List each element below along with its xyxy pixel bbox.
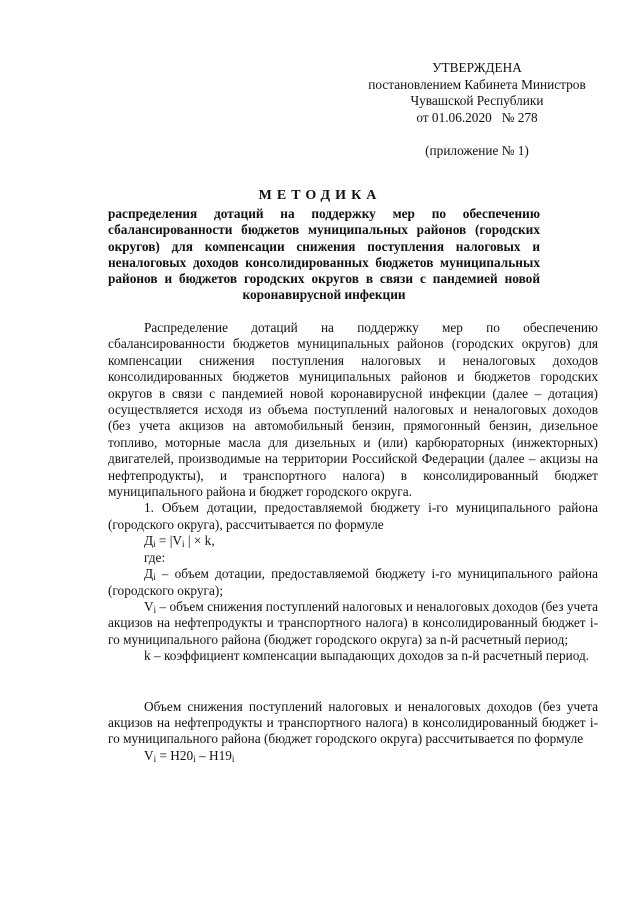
paragraph-item-1: 1. Объем дотации, предоставляемой бюджету i-го муниципального района (городского округа), рассчитывается по формуле: [108, 500, 598, 532]
where-label: где:: [144, 549, 166, 565]
annex-label: (приложение № 1): [425, 143, 529, 158]
document-title: МЕТОДИКА: [258, 188, 382, 203]
approval-date-number: от 01.06.2020 № 278: [416, 109, 538, 125]
definition-coefficient: k – коэффициент компенсации выпадающих доходов за n-й расчетный период.: [144, 648, 590, 664]
approval-block: [352, 60, 602, 160]
document-body: [108, 320, 598, 764]
paragraph-intro: Распределение дотаций на поддержку мер по обеспечению сбалансированности бюджетов муниципальных районов (городских округов) для компенсации снижения поступления налоговых и неналоговых доходов консолидированных бюджетов муниципальных районов и бюджетов городских округов в связи с пандемией новой коронавирусной инфекции (далее – дотация) осуществляется исходя из объема поступлений налоговых и неналоговых доходов (без учета акцизов на автомобильный бензин, прямогонный бензин, дизельное топливо, моторные масла для дизельных и (или) карбюраторных (инжекторных) двигателей, производимые на территории Российской Федерации (далее – акцизы на нефтепродукты), и транспортного налога) в консолидированный бюджет муниципального района и бюджет городского округа.: [108, 320, 598, 500]
definition-decrease: $V_i$ – объем снижения поступлений налоговых и неналоговых доходов (без учета акцизов на нефтепродукты и транспортного налога) в консолидированный бюджет i-го муниципального района (бюджет городского округа) за n-й расчетный период;: [108, 598, 598, 647]
paragraph-decrease-volume: Объем снижения поступлений налоговых и неналоговых доходов (без учета акцизов на нефтепродукты и транспортного налога) в консолидированный бюджет i-го муниципального района (бюджет городского округа) рассчитывается по формуле: [108, 698, 598, 747]
formula-grant: $Д_i = |V_i$ | × k,: [144, 533, 215, 550]
approval-resolution: постановлением Кабинета Министров: [368, 76, 586, 92]
approval-heading: УТВЕРЖДЕНА: [432, 60, 522, 75]
approval-republic: Чувашской Республики: [410, 93, 544, 108]
document-subtitle: распределения дотаций на поддержку мер по обеспечению сбалансированности бюджетов муниципальных районов (городских округов) для компенсации снижения поступления налоговых и неналоговых доходов консолидированных бюджетов муниципальных районов и бюджетов городских округов в связи с пандемией новой коронавирусной инфекции: [108, 206, 540, 303]
formula-decrease: $V_i = Н20_i - Н19_i$: [144, 747, 235, 764]
definition-grant: $Д_i$ – объем дотации, предоставляемой бюджету i-го муниципального района (городского округа);: [108, 566, 598, 598]
